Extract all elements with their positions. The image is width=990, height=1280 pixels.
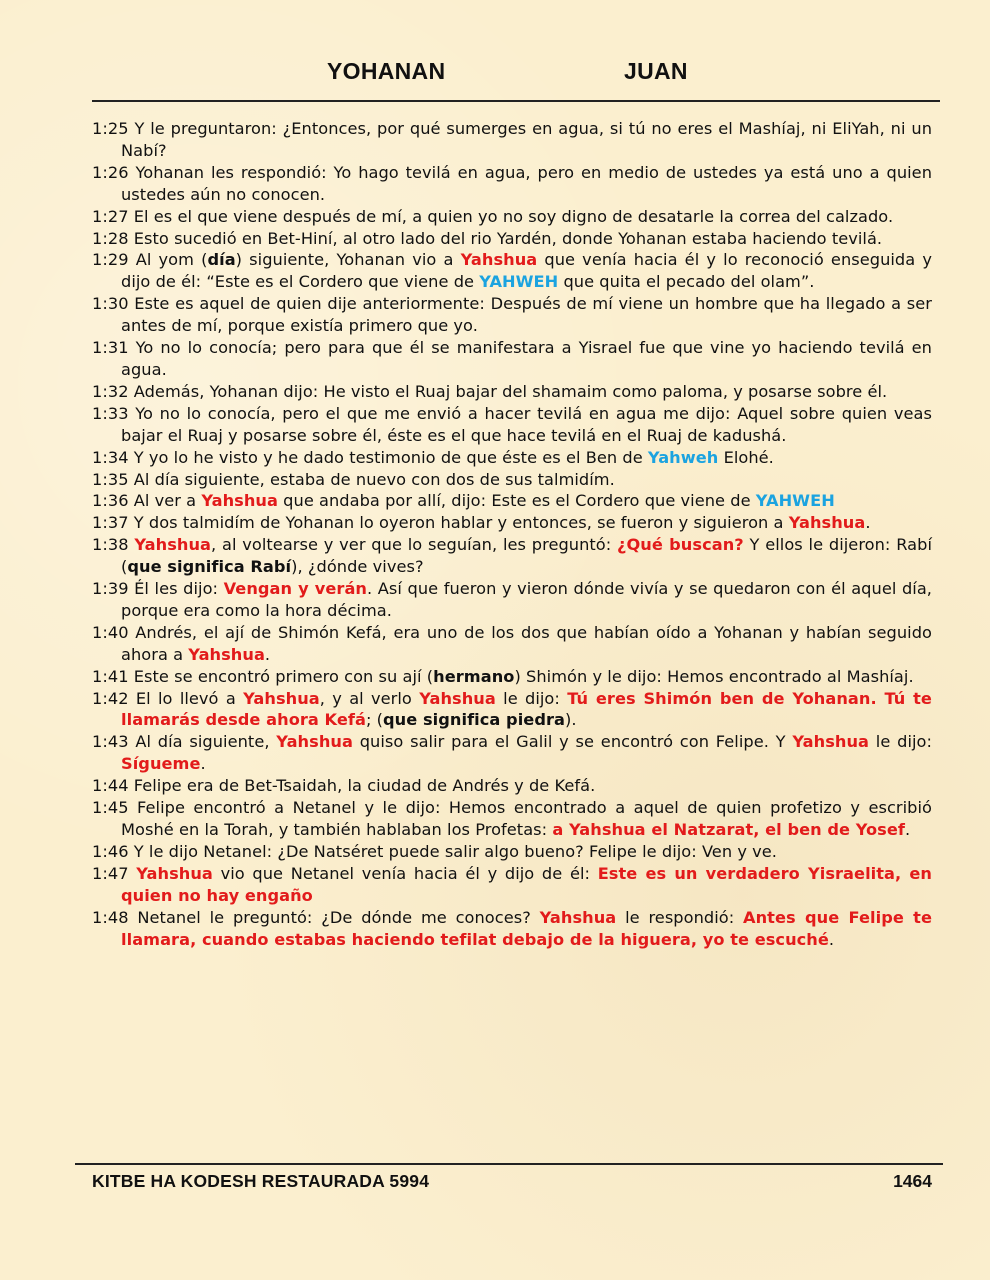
header-rule [92, 100, 940, 102]
verse-text-blue: YAHWEH [755, 491, 835, 511]
verse-ref: 1:45 [92, 798, 129, 818]
verse [92, 863, 932, 907]
verse-text: Y le dijo Netanel: ¿De Natséret puede salir algo bueno? Felipe le dijo: Ven y ve. [133, 841, 777, 861]
verse [92, 293, 932, 337]
book-title-spanish: JUAN [624, 58, 688, 84]
verse-text-red: Yahshua [201, 491, 278, 511]
verse-text: Felipe encontró a Netanel y le dijo: Hemos encontrado a aquel de quien profetizo y escribió Moshé en la Torah, y también hablaban los Profetas: [121, 798, 932, 839]
verse [92, 622, 932, 666]
page-header [0, 58, 990, 88]
verse-text: Al yom ( [135, 250, 208, 270]
verse [92, 249, 932, 293]
verse-text-red: Yahshua [460, 250, 538, 270]
book-title-hebrew: YOHANAN [327, 58, 446, 84]
verse-text-bold: que significa piedra [383, 710, 565, 730]
verse-text: que venía hacia él y lo reconoció enseguida y dijo de él: “Este es el Cordero que viene de [121, 250, 932, 292]
verse-ref: 1:48 [92, 907, 129, 927]
verse-text-red: Tú eres Shimón ben de Yohanan. Tú te llamarás desde ahora Kefá [121, 688, 932, 730]
verse [92, 907, 932, 951]
verse-text: le dijo: [869, 732, 933, 752]
verse-text-red: Yahshua [539, 907, 617, 927]
verse-ref: 1:43 [92, 732, 129, 752]
verse-ref: 1:28 [92, 228, 129, 248]
verse-text-red: Sígueme [121, 754, 201, 774]
footer-rule [75, 1163, 943, 1165]
verse-ref: 1:39 [92, 579, 129, 599]
verse-text: Y dos talmidím de Yohanan lo oyeron hablar y entonces, se fueron y siguieron a [133, 513, 789, 533]
verse [92, 403, 932, 447]
verse-text: . [865, 513, 871, 533]
page-footer [92, 1171, 932, 1193]
verse-text: Esto sucedió en Bet-Hiní, al otro lado del rio Yardén, donde Yohanan estaba haciendo tevilá. [133, 228, 883, 248]
verse-ref: 1:46 [92, 841, 129, 861]
verse-list [92, 118, 932, 950]
verse-text: Este es aquel de quien dije anteriormente: Después de mí viene un hombre que ha llegado a ser antes de mí, porque existía primero que yo. [121, 294, 932, 336]
verse-text-red: Antes que Felipe te llamara, cuando estabas haciendo tefilat debajo de la higuera, yo te escuché [121, 907, 932, 949]
verse-ref: 1:34 [92, 447, 129, 467]
verse-text: Netanel le preguntó: ¿De dónde me conoces? [137, 907, 540, 927]
verse-text-bold: hermano [433, 666, 515, 686]
verse-text-red: Yahshua [419, 688, 496, 708]
verse-text-red: Yahshua [276, 732, 353, 752]
verse-text: que andaba por allí, dijo: Este es el Cordero que viene de [277, 491, 756, 511]
verse-text: ) siguiente, Yohanan vio a [235, 250, 461, 270]
verse-ref: 1:36 [92, 491, 129, 511]
verse-text: ). [564, 710, 577, 730]
verse-text: , y al verlo [319, 688, 420, 708]
verse-text-red: Yahshua [788, 513, 866, 533]
verse-ref: 1:35 [92, 469, 129, 489]
verse-text-red: Vengan y verán [223, 579, 368, 599]
verse-ref: 1:27 [92, 206, 129, 226]
verse [92, 469, 932, 491]
verse-ref: 1:40 [92, 622, 129, 642]
verse [92, 228, 932, 250]
verse [92, 490, 932, 512]
verse-text: Y ellos le dijeron: Rabí ( [121, 535, 933, 577]
verse [92, 666, 932, 688]
verse-text: Al día siguiente, estaba de nuevo con dos de sus talmidím. [133, 469, 615, 489]
verse-ref: 1:47 [92, 863, 129, 883]
verse-text: . Así que fueron y vieron dónde vivía y se quedaron con él aquel día, porque era como la hora décima. [121, 579, 932, 620]
page-number: 1464 [893, 1171, 932, 1191]
verse-text: le respondió: [616, 907, 744, 927]
verse-text: El lo llevó a [135, 688, 244, 708]
verse-text-bold: que significa Rabí [127, 557, 292, 577]
verse-text: Yohanan les respondió: Yo hago tevilá en agua, pero en medio de ustedes ya está uno a quien ustedes aún no conocen. [121, 162, 932, 204]
verse-ref: 1:26 [92, 162, 129, 182]
verse [92, 578, 932, 622]
verse [92, 162, 932, 206]
verse [92, 731, 932, 775]
verse-ref: 1:31 [92, 338, 129, 358]
verse-text: Felipe era de Bet-Tsaidah, la ciudad de Andrés y de Kefá. [133, 776, 596, 796]
verse-text-red: Yahshua [134, 535, 211, 555]
verse-ref: 1:41 [92, 666, 129, 686]
verse-text: ; ( [365, 710, 384, 730]
verse-text: . [264, 644, 271, 664]
verse [92, 337, 932, 381]
verse-text: Este se encontró primero con su ají ( [133, 666, 434, 686]
verse-text-red: Yahshua [792, 732, 870, 752]
verse-text-red: Yahshua [136, 863, 213, 883]
verse-text: Andrés, el ají de Shimón Kefá, era uno de los dos que habían oído a Yohanan y habían seguido ahora a [121, 622, 932, 664]
verse [92, 534, 932, 578]
verse-ref: 1:29 [92, 250, 129, 270]
verse-ref: 1:44 [92, 776, 129, 796]
verse-text: Además, Yohanan dijo: He visto el Ruaj bajar del shamaim como paloma, y posarse sobre él. [133, 381, 888, 401]
verse-text: ) Shimón y le dijo: Hemos encontrado al Mashíaj. [514, 666, 914, 686]
verse-ref: 1:42 [92, 688, 129, 708]
verse-text: Él les dijo: [134, 579, 224, 599]
verse-text: . [905, 820, 911, 839]
verse-text-red: Este es un verdadero Yisraelita, en quien no hay engaño [121, 863, 932, 905]
verse-text-red: a Yahshua el Natzarat, el ben de Yosef [552, 820, 905, 839]
verse [92, 447, 932, 469]
verse-text-blue: Yahweh [647, 447, 719, 467]
verse-text: Y yo lo he visto y he dado testimonio de que éste es el Ben de [133, 447, 648, 467]
verse-text-red: Yahshua [243, 688, 320, 708]
verse [92, 512, 932, 534]
verse-text-bold: día [207, 250, 236, 270]
verse-text: Y le preguntaron: ¿Entonces, por qué sumerges en agua, si tú no eres el Mashíaj, ni EliYah, ni un Nabí? [121, 119, 933, 160]
verse-ref: 1:30 [92, 294, 129, 314]
verse [92, 841, 932, 863]
verse-text: Yo no lo conocía, pero el que me envió a hacer tevilá en agua me dijo: Aquel sobre quien veas bajar el Ruaj y posarse sobre él, éste es el que hace tevilá en el Ruaj de kadushá. [121, 403, 932, 445]
verse [92, 797, 932, 841]
verse [92, 688, 932, 732]
verse [92, 775, 932, 797]
verse-text: . [828, 929, 835, 949]
verse [92, 206, 932, 228]
verse-text: quiso salir para el Galil y se encontró con Felipe. Y [352, 732, 793, 752]
edition-title: KITBE HA KODESH RESTAURADA 5994 [92, 1171, 430, 1191]
verse-text-red: Yahshua [188, 644, 265, 664]
verse-ref: 1:38 [92, 535, 129, 555]
verse-ref: 1:32 [92, 381, 129, 401]
verse-text: Al día siguiente, [135, 732, 277, 752]
verse [92, 381, 932, 403]
verse-ref: 1:37 [92, 513, 129, 533]
verse-text-red: ¿Qué buscan? [617, 535, 744, 555]
verse [92, 118, 932, 162]
verse-text: que quita el pecado del olam”. [558, 272, 815, 292]
verse-text: Al ver a [133, 491, 202, 511]
verse-text-blue: YAHWEH [479, 272, 559, 292]
verse-text: Yo no lo conocía; pero para que él se manifestara a Yisrael fue que vine yo haciendo tevilá en agua. [121, 338, 932, 379]
verse-text: vio que Netanel venía hacia él y dijo de él: [212, 863, 598, 883]
verse-text: ), ¿dónde vives? [291, 557, 424, 577]
verse-text: , al voltearse y ver que lo seguían, les preguntó: [211, 535, 618, 555]
verse-ref: 1:25 [92, 119, 129, 138]
verse-text: le dijo: [495, 688, 568, 708]
verse-text: Elohé. [718, 447, 774, 467]
verse-text: . [200, 754, 206, 774]
verse-text: El es el que viene después de mí, a quien yo no soy digno de desatarle la correa del calzado. [133, 206, 894, 226]
verse-ref: 1:33 [92, 403, 129, 423]
